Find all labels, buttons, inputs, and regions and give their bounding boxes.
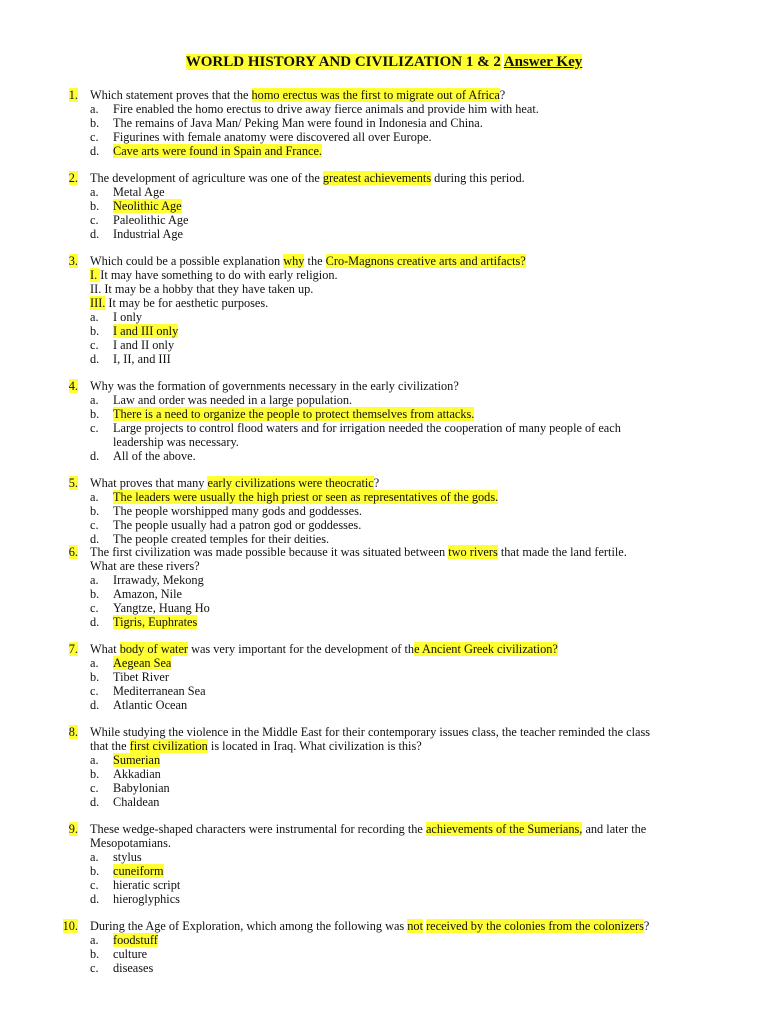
question-number: 3. (68, 254, 78, 268)
option-letter: d. (90, 615, 100, 629)
option-letter: b. (90, 947, 100, 961)
question-text (90, 739, 422, 753)
option-text (113, 199, 182, 213)
option-label: Irrawady, Mekong (113, 573, 204, 587)
answer-option (0, 421, 768, 435)
option-text (113, 213, 188, 227)
option-letter: d. (90, 144, 100, 158)
option-text (113, 407, 474, 421)
option-text (113, 753, 160, 767)
text-segment: ? (643, 919, 650, 933)
option-text (113, 102, 539, 116)
option-text (113, 767, 161, 781)
answer-option (0, 116, 768, 130)
question-text (90, 919, 649, 933)
question-text (90, 836, 171, 850)
answer-option (0, 185, 768, 199)
option-label: Akkadian (113, 767, 161, 781)
highlighted-phrase: I. (90, 268, 101, 282)
question-line (0, 296, 768, 310)
option-text (113, 421, 621, 435)
text-segment: that made the land fertile. (497, 545, 627, 559)
option-text (113, 449, 196, 463)
question-text (90, 268, 338, 282)
option-label: diseases (113, 961, 154, 975)
option-label: Amazon, Nile (113, 587, 182, 601)
option-letter: c. (90, 878, 99, 892)
answer-option (0, 435, 768, 449)
question-text (90, 379, 459, 393)
question-line (0, 254, 768, 268)
text-segment: What proves that many (90, 476, 208, 490)
highlighted-phrase: greatest achievements (322, 171, 432, 185)
answer-option (0, 449, 768, 463)
option-label: Chaldean (113, 795, 160, 809)
option-text (113, 310, 142, 324)
answer-option (0, 878, 768, 892)
option-label: I only (113, 310, 143, 324)
option-text (113, 130, 432, 144)
answer-option (0, 490, 768, 504)
option-letter: a. (90, 933, 99, 947)
answer-option (0, 698, 768, 712)
text-segment: ? (373, 476, 380, 490)
option-label: I, II, and III (113, 352, 171, 366)
question-number: 1. (68, 88, 78, 102)
option-text (113, 947, 147, 961)
answer-option (0, 892, 768, 906)
option-text (113, 518, 361, 532)
text-segment: the (304, 254, 326, 268)
question-line (0, 822, 768, 836)
option-text (113, 490, 498, 504)
answer-option (0, 199, 768, 213)
highlighted-phrase: Cro-Magnons creative arts and artifacts? (325, 254, 526, 268)
correct-answer: The leaders were usually the high priest or seen as representatives of the gods. (113, 490, 499, 504)
question-text (90, 545, 627, 559)
option-letter: c. (90, 518, 99, 532)
question-block (0, 379, 768, 463)
option-letter: b. (90, 504, 100, 518)
question-text (90, 254, 526, 268)
question-number: 2. (68, 171, 78, 185)
option-letter: c. (90, 213, 99, 227)
option-text (113, 352, 171, 366)
question-block (0, 254, 768, 366)
correct-answer: Neolithic Age (113, 199, 182, 213)
question-number: 7. (68, 642, 78, 656)
answer-option (0, 767, 768, 781)
option-letter: d. (90, 352, 100, 366)
option-text (113, 698, 187, 712)
question-number: 6. (68, 545, 78, 559)
option-letter: c. (90, 421, 99, 435)
option-text (113, 615, 197, 629)
highlighted-phrase: not (407, 919, 423, 933)
highlighted-phrase: received by the colonies from the colonizers (426, 919, 644, 933)
option-letter: a. (90, 102, 99, 116)
option-text (113, 532, 329, 546)
option-label: Law and order was needed in a large population. (113, 393, 353, 407)
answer-option (0, 850, 768, 864)
option-text (113, 435, 239, 449)
answer-option (0, 407, 768, 421)
text-segment: The first civilization was made possible because it was situated between (90, 545, 449, 559)
question-text (90, 296, 268, 310)
highlighted-phrase: III. (90, 296, 106, 310)
option-letter: b. (90, 767, 100, 781)
option-letter: a. (90, 573, 99, 587)
option-label: The people usually had a patron god or goddesses. (113, 518, 362, 532)
option-letter: c. (90, 684, 99, 698)
option-label: culture (113, 947, 148, 961)
question-line (0, 642, 768, 656)
option-text (113, 144, 322, 158)
option-letter: b. (90, 324, 100, 338)
question-block (0, 642, 768, 712)
option-label: Large projects to control flood waters and for irrigation needed the cooperation of many people of each (113, 421, 621, 435)
answer-option (0, 352, 768, 366)
option-letter: d. (90, 227, 100, 241)
option-text (113, 393, 352, 407)
text-segment: It may have something to do with early religion. (100, 268, 338, 282)
option-text (113, 961, 153, 975)
option-letter: b. (90, 587, 100, 601)
answer-option (0, 615, 768, 629)
option-letter: d. (90, 532, 100, 546)
answer-option (0, 587, 768, 601)
option-label: stylus (113, 850, 142, 864)
answer-option (0, 310, 768, 324)
option-text (113, 587, 182, 601)
highlighted-phrase: homo erectus was the first to migrate out of Africa (251, 88, 500, 102)
text-segment: The development of agriculture was one of the (90, 171, 323, 185)
option-letter: d. (90, 892, 100, 906)
correct-answer: Aegean Sea (113, 656, 172, 670)
answer-option (0, 338, 768, 352)
option-text (113, 864, 164, 878)
question-line (0, 836, 768, 850)
correct-answer: cuneiform (113, 864, 164, 878)
question-number: 4. (68, 379, 78, 393)
text-segment: Why was the formation of governments necessary in the early civilization? (90, 379, 459, 393)
answer-option (0, 144, 768, 158)
answer-option (0, 961, 768, 975)
highlighted-phrase: two rivers (448, 545, 498, 559)
option-label: Atlantic Ocean (113, 698, 188, 712)
question-text (90, 476, 379, 490)
option-text (113, 185, 165, 199)
correct-answer: foodstuff (113, 933, 158, 947)
answer-option (0, 102, 768, 116)
question-number: 9. (68, 822, 78, 836)
correct-answer: I and III only (113, 324, 179, 338)
option-label: Paleolithic Age (113, 213, 189, 227)
question-line (0, 545, 768, 559)
option-text (113, 227, 183, 241)
question-line (0, 268, 768, 282)
option-label: Industrial Age (113, 227, 184, 241)
option-text (113, 781, 170, 795)
answer-option (0, 518, 768, 532)
question-line (0, 559, 768, 573)
option-label: I and II only (113, 338, 175, 352)
question-block (0, 919, 768, 975)
option-label: Metal Age (113, 185, 165, 199)
option-letter: c. (90, 781, 99, 795)
question-block (0, 725, 768, 809)
option-label: hieratic script (113, 878, 181, 892)
answer-option (0, 504, 768, 518)
question-text (90, 171, 525, 185)
question-line (0, 476, 768, 490)
question-line (0, 88, 768, 102)
option-text (113, 656, 171, 670)
answer-option (0, 532, 768, 546)
option-letter: a. (90, 310, 99, 324)
highlighted-phrase: why (283, 254, 305, 268)
answer-option (0, 947, 768, 961)
correct-answer: There is a need to organize the people to protect themselves from attacks. (113, 407, 475, 421)
option-letter: d. (90, 698, 100, 712)
text-segment: What are these rivers? (90, 559, 200, 573)
highlighted-phrase: early civilizations were theocratic (207, 476, 374, 490)
option-text (113, 338, 174, 352)
option-letter: d. (90, 795, 100, 809)
option-letter: c. (90, 961, 99, 975)
option-text (113, 892, 180, 906)
question-block (0, 171, 768, 241)
option-text (113, 850, 142, 864)
question-line (0, 739, 768, 753)
answer-option (0, 573, 768, 587)
option-text (113, 684, 206, 698)
question-number: 10. (62, 919, 78, 933)
answer-option (0, 684, 768, 698)
option-label: Yangtze, Huang Ho (113, 601, 210, 615)
text-segment: and later the (582, 822, 647, 836)
question-text (90, 725, 650, 739)
option-letter: a. (90, 850, 99, 864)
option-text (113, 878, 180, 892)
text-segment: is located in Iraq. What civilization is this? (207, 739, 422, 753)
option-label: The people worshipped many gods and goddesses. (113, 504, 362, 518)
correct-answer: Cave arts were found in Spain and France. (113, 144, 322, 158)
answer-option (0, 393, 768, 407)
option-letter: a. (90, 753, 99, 767)
option-letter: a. (90, 656, 99, 670)
text-segment: that the (90, 739, 130, 753)
option-letter: b. (90, 199, 100, 213)
page-title (0, 53, 768, 71)
option-text (113, 795, 159, 809)
option-letter: a. (90, 490, 99, 504)
question-block (0, 545, 768, 629)
option-letter: b. (90, 407, 100, 421)
answer-option (0, 670, 768, 684)
text-segment: What (90, 642, 120, 656)
title-answer-key: Answer Key (503, 54, 583, 70)
option-label: Figurines with female anatomy were discovered all over Europe. (113, 130, 432, 144)
answer-option (0, 795, 768, 809)
question-line (0, 725, 768, 739)
option-text (113, 116, 483, 130)
option-letter: d. (90, 449, 100, 463)
text-segment: Which could be a possible explanation (90, 254, 284, 268)
option-label: leadership was necessary. (113, 435, 239, 449)
option-text (113, 504, 362, 518)
answer-option (0, 864, 768, 878)
question-block (0, 476, 768, 546)
option-text (113, 670, 169, 684)
question-number: 8. (68, 725, 78, 739)
question-text (90, 282, 313, 296)
highlighted-phrase: body of water (119, 642, 189, 656)
text-segment: was very important for the development of th (188, 642, 415, 656)
question-line (0, 379, 768, 393)
option-letter: b. (90, 116, 100, 130)
option-letter: b. (90, 670, 100, 684)
text-segment: Which statement proves that the (90, 88, 252, 102)
text-segment: ? (499, 88, 506, 102)
question-line (0, 919, 768, 933)
question-text (90, 642, 558, 656)
option-text (113, 933, 158, 947)
option-text (113, 573, 204, 587)
correct-answer: Sumerian (113, 753, 161, 767)
option-letter: a. (90, 185, 99, 199)
text-segment: These wedge-shaped characters were instrumental for recording the (90, 822, 426, 836)
text-segment: While studying the violence in the Middle East for their contemporary issues class, the teacher reminded the class (90, 725, 651, 739)
option-label: Fire enabled the homo erectus to drive away fierce animals and provide him with heat. (113, 102, 539, 116)
answer-option (0, 130, 768, 144)
answer-option (0, 324, 768, 338)
answer-option (0, 781, 768, 795)
highlighted-phrase: first civilization (129, 739, 208, 753)
option-letter: c. (90, 338, 99, 352)
correct-answer: Tigris, Euphrates (113, 615, 198, 629)
option-letter: c. (90, 130, 99, 144)
option-label: Tibet River (113, 670, 169, 684)
answer-option (0, 933, 768, 947)
question-text (90, 88, 505, 102)
answer-option (0, 656, 768, 670)
option-letter: a. (90, 393, 99, 407)
option-label: The remains of Java Man/ Peking Man were found in Indonesia and China. (113, 116, 483, 130)
question-text (90, 822, 646, 836)
question-line (0, 282, 768, 296)
option-label: hieroglyphics (113, 892, 180, 906)
text-segment: II. It may be a hobby that they have taken up. (90, 282, 314, 296)
option-label: All of the above. (113, 449, 196, 463)
option-label: The people created temples for their deities. (113, 532, 330, 546)
question-block (0, 822, 768, 906)
text-segment: Mesopotamians. (90, 836, 171, 850)
text-segment: During the Age of Exploration, which among the following was (90, 919, 408, 933)
question-block (0, 88, 768, 158)
text-segment: during this period. (431, 171, 525, 185)
question-line (0, 171, 768, 185)
question-text (90, 559, 200, 573)
answer-option (0, 753, 768, 767)
answer-option (0, 213, 768, 227)
answer-option (0, 227, 768, 241)
highlighted-phrase: e Ancient Greek civilization? (414, 642, 558, 656)
title-main: WORLD HISTORY AND CIVILIZATION 1 & 2 (185, 54, 501, 70)
answer-option (0, 601, 768, 615)
option-letter: c. (90, 601, 99, 615)
highlighted-phrase: achievements of the Sumerians, (425, 822, 583, 836)
option-label: Mediterranean Sea (113, 684, 206, 698)
option-text (113, 324, 178, 338)
question-number: 5. (68, 476, 78, 490)
text-segment: It may be for aesthetic purposes. (105, 296, 269, 310)
option-letter: b. (90, 864, 100, 878)
option-text (113, 601, 210, 615)
option-label: Babylonian (113, 781, 170, 795)
